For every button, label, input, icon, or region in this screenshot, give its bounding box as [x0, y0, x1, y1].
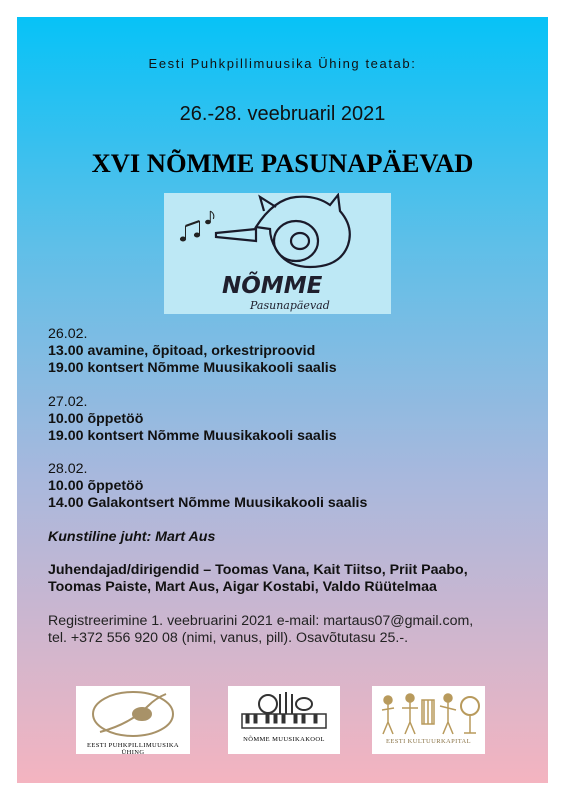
svg-text:Pasunapäevad: Pasunapäevad — [250, 299, 330, 312]
conductors-line: Toomas Paiste, Mart Aus, Aigar Kostabi, Valdo Rüütelmaa — [48, 579, 437, 595]
sponsor-label: EESTI PUHKPILLIMUUSIKA ÜHING — [86, 742, 180, 756]
day-date: 28.02. — [48, 461, 88, 477]
registration-line: tel. +372 556 920 08 (nimi, vanus, pill). Osavõtutasu 25.-. — [48, 630, 409, 646]
schedule-item: 19.00 kontsert Nõmme Muusikakooli saalis — [48, 428, 337, 444]
event-title: XVI NÕMME PASUNAPÄEVAD — [91, 148, 474, 178]
poster — [17, 17, 548, 783]
sponsor-label: EESTI KULTUURKAPITAL — [385, 738, 472, 745]
event-dates: 26.-28. veebruaril 2021 — [179, 103, 386, 125]
day-date: 26.02. — [48, 326, 88, 342]
conductors — [48, 562, 468, 596]
schedule-item: 19.00 kontsert Nõmme Muusikakooli saalis — [48, 360, 337, 376]
horn-circle-logo-icon — [76, 686, 190, 746]
kultuurkapital-logo-icon — [372, 686, 485, 742]
sponsor-kultuurkapital — [372, 686, 485, 754]
registration-line: Registreerimine 1. veebruarini 2021 e-mail: martaus07@gmail.com, — [48, 613, 474, 629]
schedule-item: 10.00 õppetöö — [48, 411, 144, 427]
horn-with-cat-ears-icon — [164, 193, 391, 314]
schedule-item: 13.00 avamine, õpitoad, orkestriproovid — [48, 343, 316, 359]
schedule-day-1 — [48, 326, 337, 377]
schedule-day-3 — [48, 461, 367, 512]
sponsor-label: NÕMME MUUSIKAKOOL — [243, 736, 325, 743]
svg-text:NÕMME: NÕMME — [222, 273, 323, 299]
sponsor-puhkpillimuusika — [76, 686, 190, 754]
conductors-line: Juhendajad/dirigendid – Toomas Vana, Kait Tiitso, Priit Paabo, — [48, 562, 468, 578]
schedule-item: 10.00 õppetöö — [48, 478, 144, 494]
artistic-director: Kunstiline juht: Mart Aus — [48, 529, 216, 545]
schedule-day-2 — [48, 394, 337, 445]
announcement-line: Eesti Puhkpillimuusika Ühing teatab: — [148, 56, 417, 71]
event-logo — [164, 193, 391, 314]
music-school-logo-icon — [228, 686, 340, 742]
day-date: 27.02. — [48, 394, 88, 410]
sponsor-nomme-muusikakool — [228, 686, 340, 754]
registration-info — [48, 613, 473, 647]
schedule-item: 14.00 Galakontsert Nõmme Muusikakooli saalis — [48, 495, 368, 511]
